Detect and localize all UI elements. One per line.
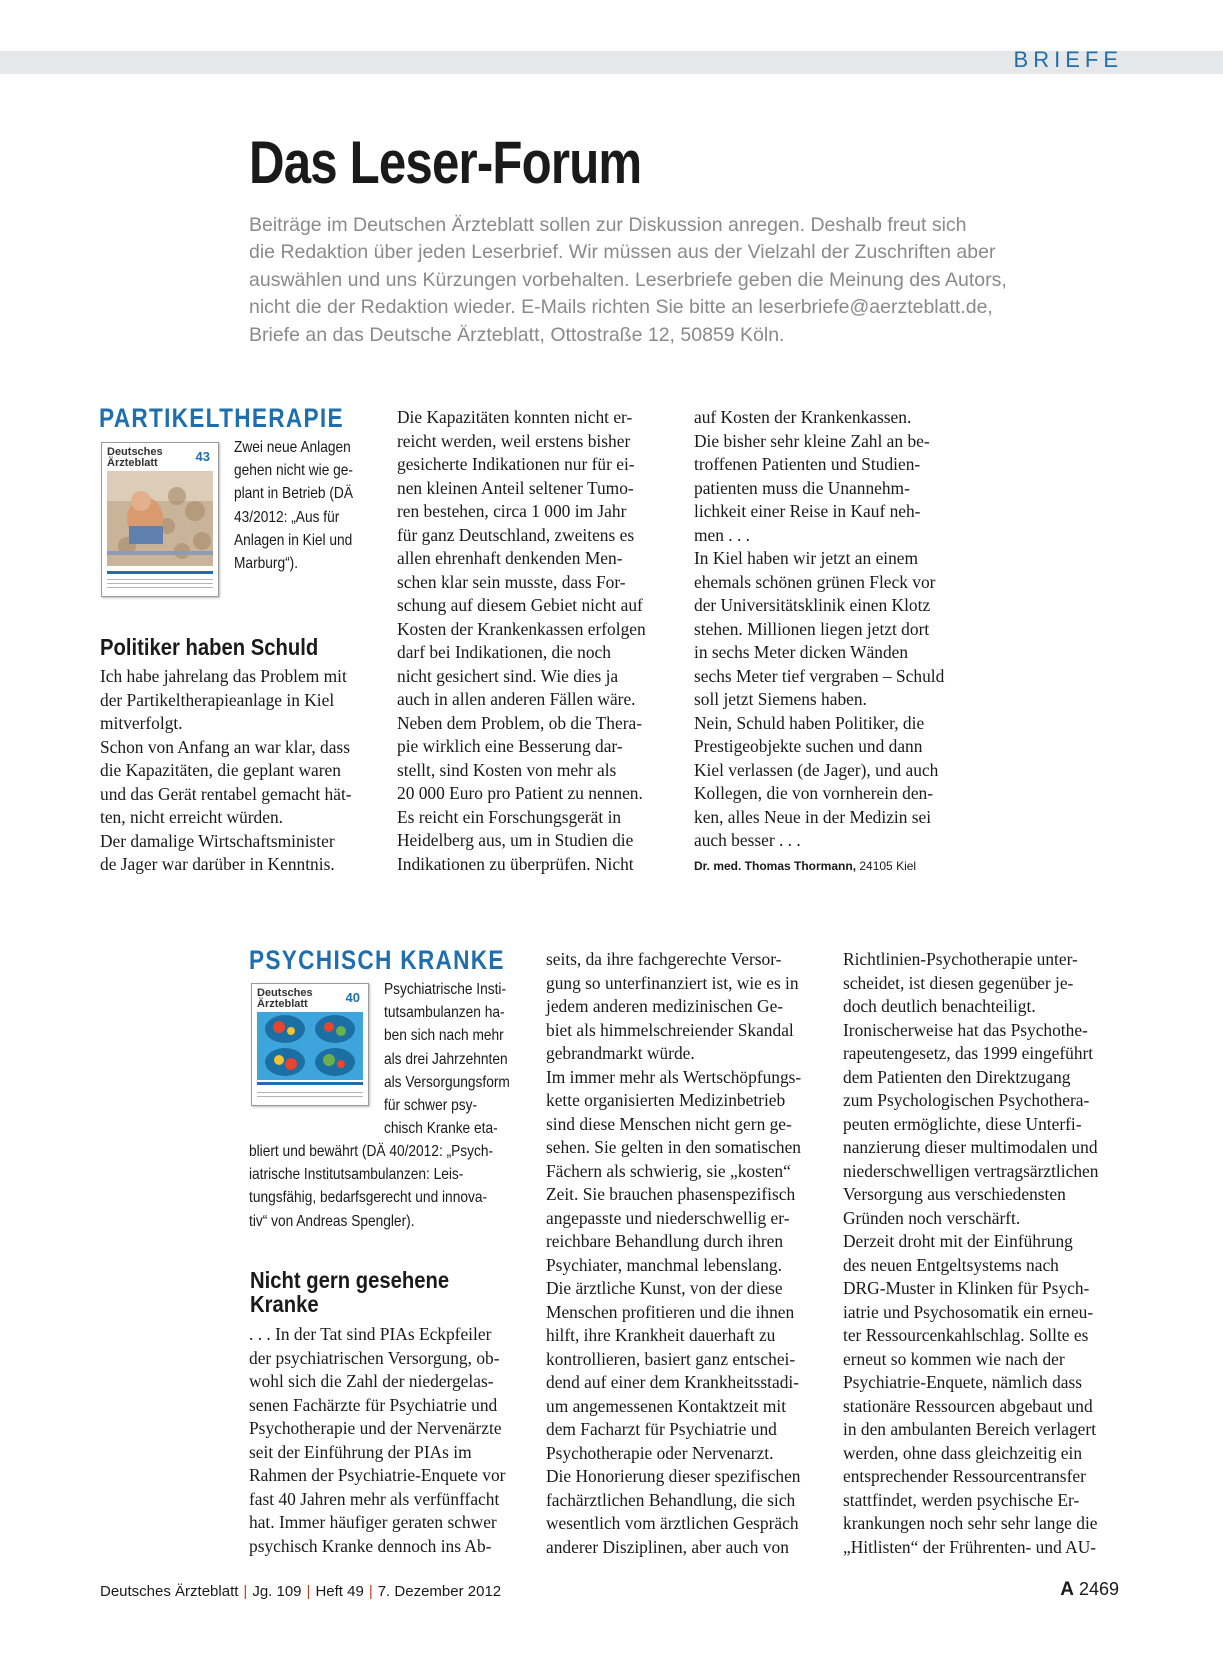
cover-brain-scan-image bbox=[257, 1012, 363, 1080]
cover-masthead: Deutsches Ärzteblatt bbox=[107, 446, 163, 469]
article1-headline: Politiker haben Schuld bbox=[100, 634, 319, 660]
intro-text: Beiträge im Deutschen Ärzteblatt sollen zur Diskussion anregen. Deshalb freut sich die Redaktion über jeden Leserbrief. Wir müssen aus der Vielzahl der Zuschriften aber auswählen und uns Kürzungen vorbehalten. Leserbriefe geben die Meinung des Autors, nicht die der Redaktion wieder. E-Mails richten Sie bitte an leserbriefe@aerzteblatt.de, Briefe an das Deutsche Ärzteblatt, Ottostraße 12, 50859 Köln. bbox=[249, 214, 1007, 346]
article1-kicker: PARTIKELTHERAPIE bbox=[99, 403, 344, 433]
footer-separator: | bbox=[243, 1583, 248, 1600]
article1-signature: Dr. med. Thomas Thormann, 24105 Kiel bbox=[694, 858, 917, 873]
footer-volume: Jg. 109 bbox=[252, 1583, 302, 1600]
article2-column-1: . . . In der Tat sind PIAs Eckpfeiler der psychiatrischen Versorgung, ob- wohl sich die Zahl der niedergelas- senen Fachärzte für Psychiatrie und Psychotherapie und der Nervenärzte seit der Einführung der PIAs im Rahmen der Psychiatrie-Enquete vor fast 40 Jahren mehr als verfünffacht hat. Immer häufiger geraten schwer psychisch Kranke dennoch ins Ab- bbox=[249, 1324, 506, 1556]
article2-teaser-bottom: bliert und bewährt (DÄ 40/2012: „Psych- iatrische Institutsambulanzen: Leis- tungsfähig, bedarfsgerecht und innova- tiv“ von Andreas Spengler). bbox=[249, 1143, 494, 1230]
article2-column-2: seits, da ihre fachgerechte Versor- gung so unterfinanziert ist, wie es in jedem anderen medizinischen Ge- biet als himmelschreiender Skandal gebrandmarkt würde. Im immer mehr als Wertschöpfungs- kette organisierten Medizinbetrieb sind diese Menschen nicht gern ge- sehen. Sie gelten in den somatischen Fächern als schwierig, sie „kosten“ Zeit. Sie brauchen phasenspezifisch angepasste und niederschwellig er- reichbare Behandlung durch ihren Psychiater, manchmal lebenslang. Die ärztliche Kunst, von der diese Menschen profitieren und die ihnen hilft, ihre Krankheit dauerhaft zu kontrollieren, basiert ganz entschei- dend auf einer dem Krankheitsstadi- um angemessenen Kontaktzeit mit dem Facharzt für Psychiatrie und Psychotherapie oder Nervenarzt. Die Honorierung dieser spezifischen fachärztlichen Behandlung, die sich wesentlich vom ärztlichen Gespräch anderer Disziplinen, aber auch von bbox=[546, 949, 802, 1557]
footer-journal: Deutsches Ärzteblatt bbox=[100, 1583, 239, 1600]
article1-cover-thumbnail bbox=[101, 442, 219, 597]
cover-text-lines bbox=[107, 576, 213, 590]
cover-issue-number: 43 bbox=[195, 449, 210, 464]
article2-cover-thumbnail bbox=[251, 983, 369, 1106]
cover-stripe bbox=[257, 1082, 363, 1085]
article1-teaser: Zwei neue Anlagen gehen nicht wie ge- plant in Betrieb (DÄ 43/2012: „Aus für Anlagen in Kiel und Marburg“). bbox=[234, 439, 354, 573]
footer-separator: | bbox=[306, 1583, 311, 1600]
section-label: BRIEFE bbox=[1013, 47, 1123, 72]
page-title: Das Leser-Forum bbox=[249, 129, 642, 196]
cover-text-lines bbox=[257, 1089, 363, 1099]
cover-photo-image bbox=[107, 471, 213, 566]
article2-headline: Nicht gern gesehene Kranke bbox=[250, 1267, 450, 1317]
cover-masthead: Deutsches Ärzteblatt bbox=[257, 987, 313, 1010]
article1-column-2: Die Kapazitäten konnten nicht er- reicht werden, weil erstens bisher gesicherte Indikationen nur für ei- nen kleinen Anteil seltener Tumo- ren bestehen, circa 1 000 im Jahr für ganz Deutschland, zweitens es allen ehrenhaft denkenden Men- schen klar sein musste, dass For- schung auf diesem Gebiet nicht auf Kosten der Krankenkassen erfolgen darf bei Indikationen, die noch nicht gesichert sind. Wie dies ja auch in allen anderen Fällen wäre. Neben dem Problem, ob die Thera- pie wirklich eine Besserung dar- stellt, sind Kosten von mehr als 20 000 Euro pro Patient zu nennen. Es reicht ein Forschungsgerät in Heidelberg aus, um in Studien die Indikationen zu überprüfen. Nicht bbox=[397, 407, 646, 874]
footer-date: 7. Dezember 2012 bbox=[377, 1583, 502, 1600]
page-number: A 2469 bbox=[1060, 1579, 1119, 1600]
cover-stripe bbox=[107, 571, 213, 574]
footer-issue: Heft 49 bbox=[315, 1583, 364, 1600]
footer-citation bbox=[100, 1583, 501, 1600]
article2-column-3: Richtlinien-Psychotherapie unter- scheidet, ist diesen gegenüber je- doch deutlich benachteiligt. Ironischerweise hat das Psychothe- rapeutengesetz, das 1999 eingeführt dem Patienten den Direktzugang zum Psychologischen Psychothera- peuten ermöglichte, diese Unterfi- nanzierung dieser multimodalen und niederschwelligen vertragsärztlichen Versorgung aus verschiedensten Gründen noch verschärft. Derzeit droht mit der Einführung des neuen Entgeltsystems nach DRG-Muster in Klinken für Psych- iatrie und Psychosomatik ein erneu- ter Ressourcenkahlschlag. Sollte es erneut so kommen wie nach der Psychiatrie-Enquete, nämlich dass stationäre Ressourcen abgebaut und in den ambulanten Bereich verlagert werden, ohne dass gleichzeitig ein entsprechender Ressourcentransfer stattfindet, werden psychische Er- krankungen noch sehr sehr lange die „Hitlisten“ der Frührenten- und AU- bbox=[843, 949, 1099, 1557]
article1-column-3: auf Kosten der Krankenkassen. Die bisher sehr kleine Zahl an be- troffenen Patienten und Studien- patienten muss die Unannehm- lichkeit einer Reise in Kauf neh- men . . . In Kiel haben wir jetzt an einem ehemals schönen grünen Fleck vor der Universitätsklinik einen Klotz stehen. Millionen liegen jetzt dort in sechs Meter dicken Wänden sechs Meter tief vergraben – Schuld soll jetzt Siemens haben. Nein, Schuld haben Politiker, die Prestigeobjekte suchen und dann Kiel verlassen (de Jager), und auch Kollegen, die von vornherein den- ken, alles Neue in der Medizin sei auch besser . . . Dr. med. Thomas Thormann, 24105 Kiel bbox=[694, 406, 944, 878]
article1-column-1: Ich habe jahrelang das Problem mit der Partikeltherapieanlage in Kiel mitverfolgt. Schon von Anfang an war klar, dass die Kapazitäten, die geplant waren und das Gerät rentabel gemacht hät- ten, nicht erreicht würden. Der damalige Wirtschaftsminister de Jager war darüber in Kenntnis. bbox=[100, 666, 352, 874]
article2-teaser-top: Psychiatrische Insti- tutsambulanzen ha- ben sich nach mehr als drei Jahrzehnten als Versorgungsform für schwer psy- chisch Kranke eta- bbox=[384, 981, 510, 1138]
footer-separator: | bbox=[368, 1583, 373, 1600]
cover-issue-number: 40 bbox=[345, 990, 360, 1005]
article2-kicker: PSYCHISCH KRANKE bbox=[249, 945, 505, 975]
